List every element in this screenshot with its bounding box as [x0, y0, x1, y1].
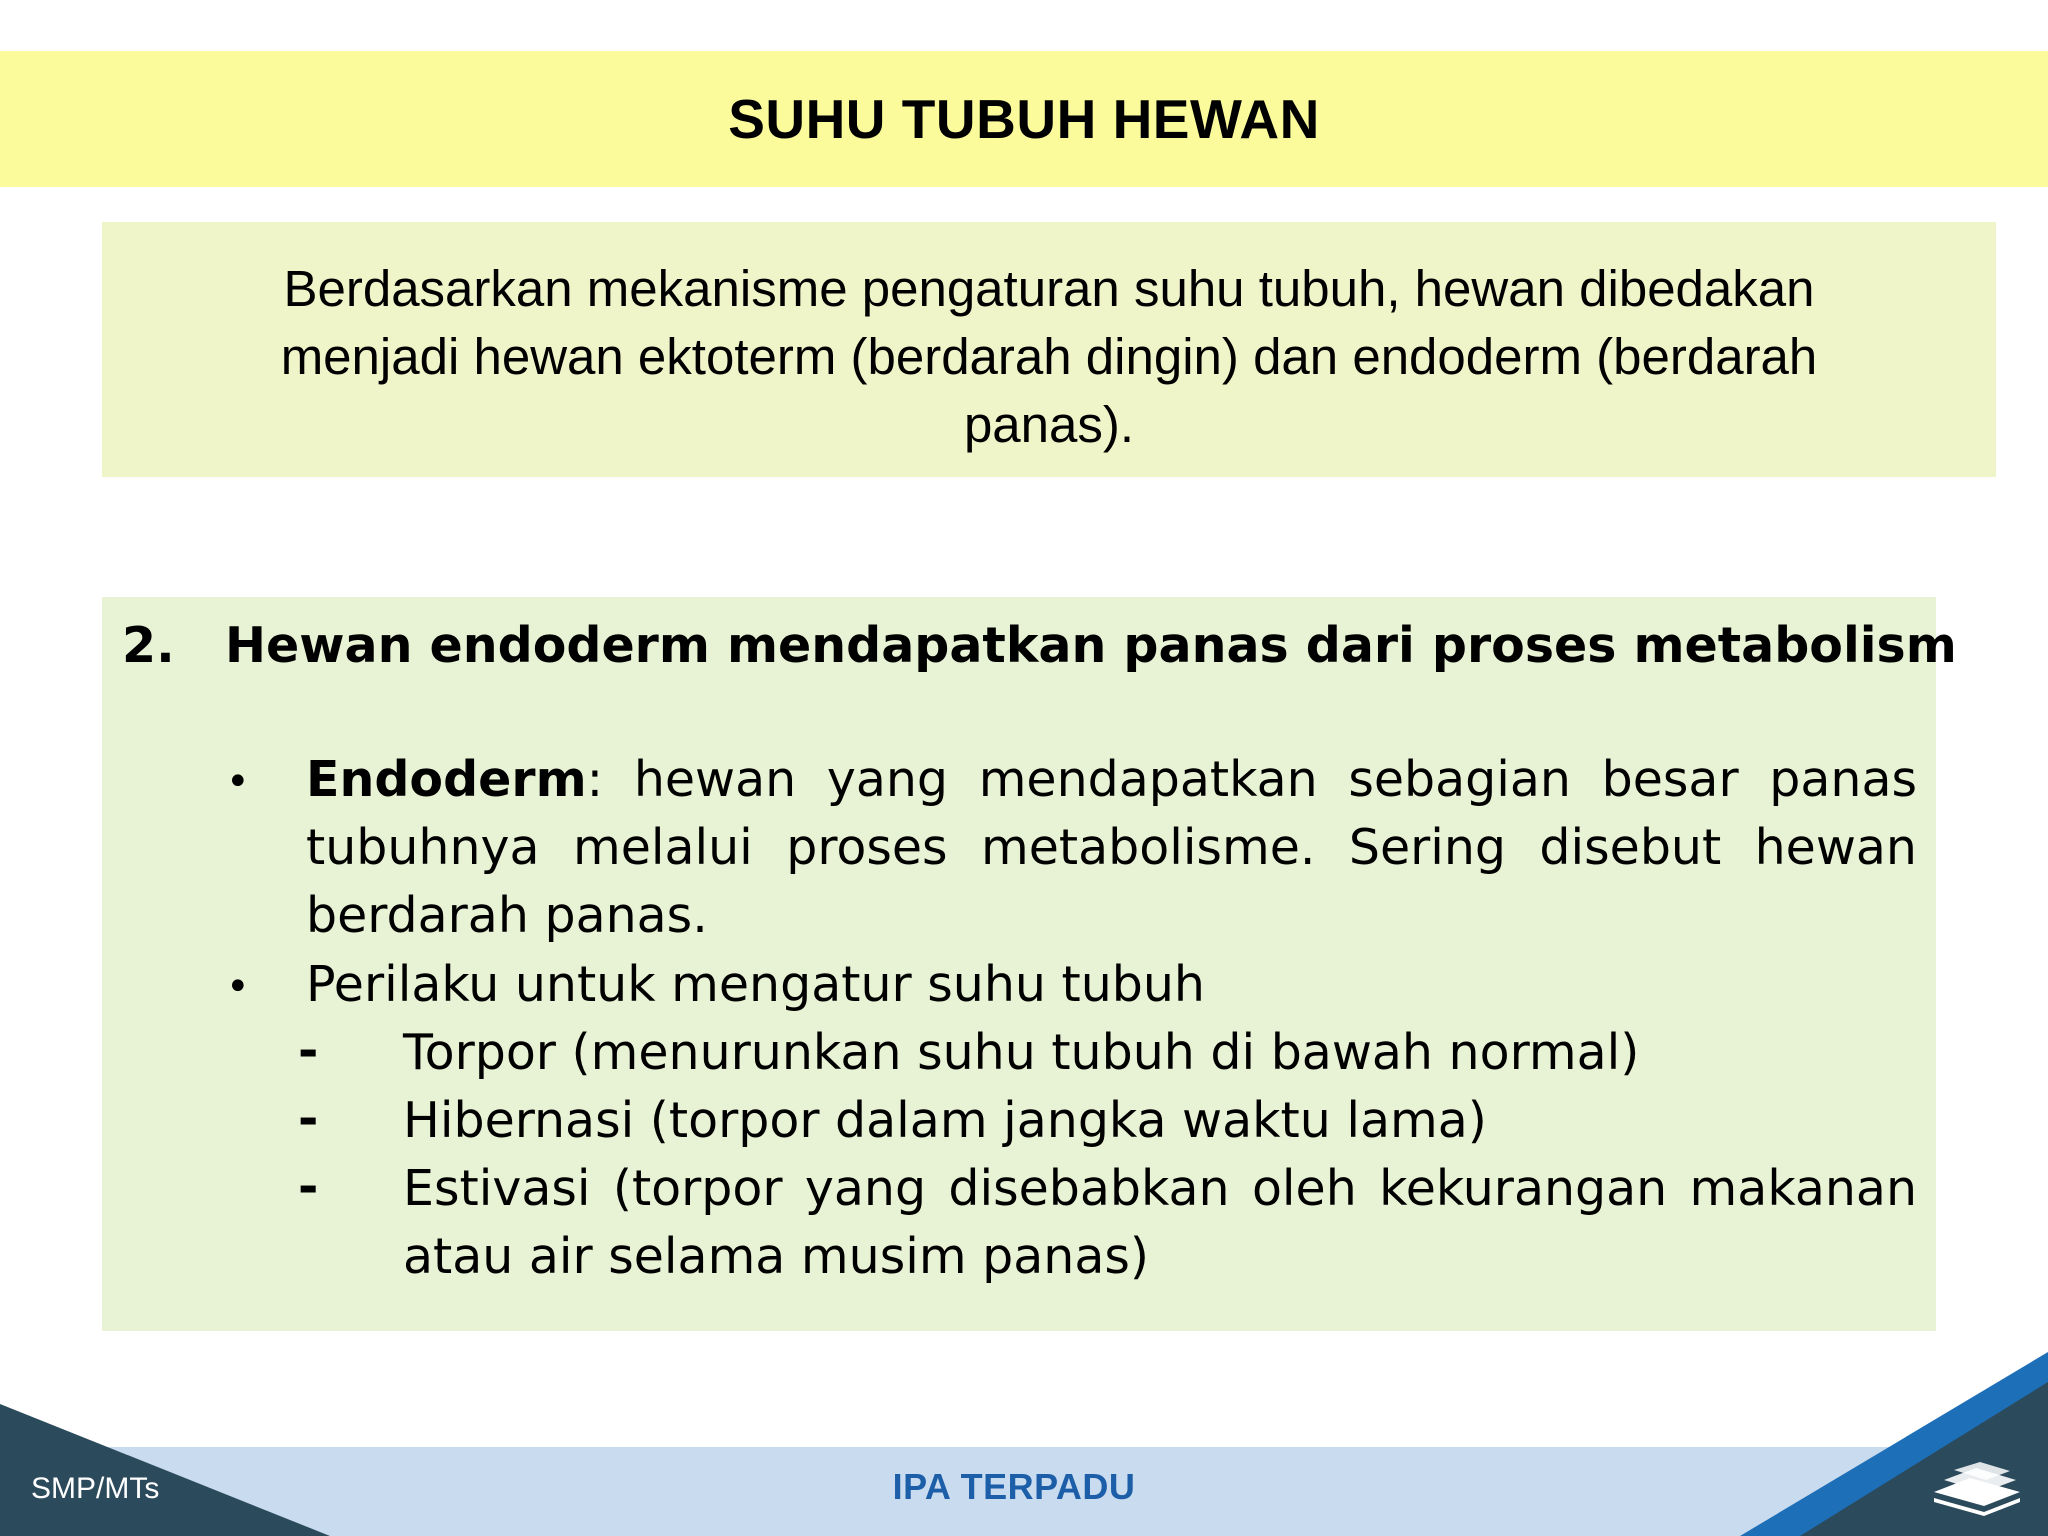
content-box [102, 597, 1957, 1331]
book-stack-icon [1930, 1462, 2024, 1518]
bullet-endoderm [306, 746, 1917, 950]
sub-item-estivasi: Estivasi (torpor yang disebabkan oleh kekurangan makanan atau air selama musim panas) [403, 1160, 1917, 1285]
dash-marker: - [298, 1158, 319, 1215]
sub-item-hibernasi: Hibernasi (torpor dalam jangka waktu lama) [403, 1092, 1487, 1149]
intro-box [102, 222, 1996, 477]
slide-title: SUHU TUBUH HEWAN [728, 88, 1320, 150]
bullet-marker: • [226, 759, 250, 805]
dash-marker: - [298, 1090, 319, 1147]
heading-number: 2. [122, 617, 175, 674]
dash-marker: - [298, 1022, 319, 1079]
sub-item-torpor: Torpor (menurunkan suhu tubuh di bawah normal) [403, 1024, 1640, 1081]
footer-school-level: SMP/MTs [31, 1472, 160, 1505]
bullet-behavior: Perilaku untuk mengatur suhu tubuh [306, 956, 1205, 1013]
bullet-endoderm-term: Endoderm [306, 751, 587, 808]
footer-subject: IPA TERPADU [892, 1466, 1136, 1507]
heading-text: Hewan endoderm mendapatkan panas dari proses metabolism [225, 617, 1957, 674]
bullet-marker: • [226, 964, 250, 1010]
title-band [0, 51, 2048, 187]
intro-text: Berdasarkan mekanisme pengaturan suhu tubuh, hewan dibedakan menjadi hewan ektoterm (berdarah dingin) dan endoderm (berdarah panas). [280, 260, 1818, 453]
bullet-endoderm-text: : hewan yang mendapatkan sebagian besar panas tubuhnya melalui proses metabolisme. Sering disebut hewan berdarah panas. [306, 751, 1917, 944]
